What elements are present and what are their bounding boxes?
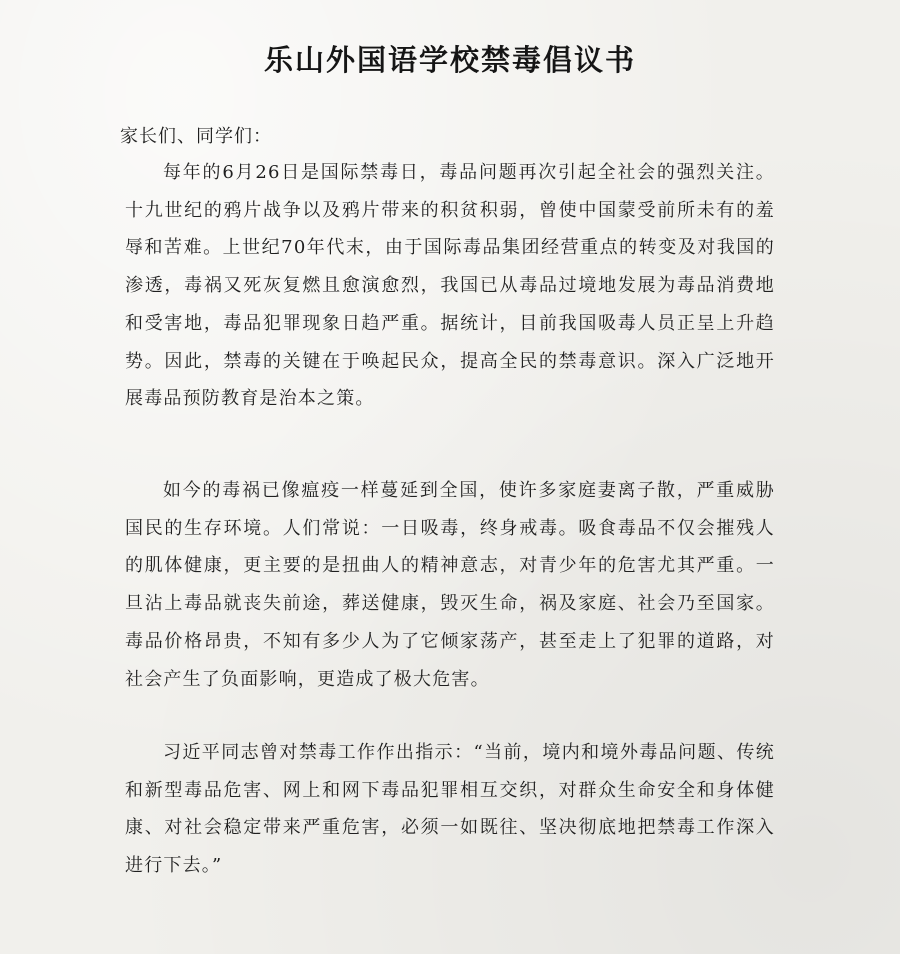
paragraph-1: 每年的6月26日是国际禁毒日，毒品问题再次引起全社会的强烈关注。十九世纪的鸦片战争以及鸦片带来的积贫积弱，曾使中国蒙受前所未有的羞辱和苦难。上世纪70年代末，由于国际毒品集团经营重点的转变及对我国的渗透，毒祸又死灰复燃且愈演愈烈，我国已从毒品过境地发展为毒品消费地和受害地，毒品犯罪现象日趋严重。据统计，目前我国吸毒人员正呈上升趋势。因此，禁毒的关键在于唤起民众，提高全民的禁毒意识。深入广泛地开展毒品预防教育是治本之策。	[125, 162, 775, 410]
paragraph-3: 习近平同志曾对禁毒工作作出指示：“当前，境内和境外毒品问题、传统和新型毒品危害、网上和网下毒品犯罪相互交织，对群众生命安全和身体健康、对社会稳定带来严重危害，必须一如既往、坚决彻底地把禁毒工作深入进行下去。”	[125, 742, 775, 877]
document-title: 乐山外国语学校禁毒倡议书	[263, 43, 636, 77]
greeting-line: 家长们、同学们：	[120, 126, 272, 147]
paragraph-2: 如今的毒祸已像瘟疫一样蔓延到全国，使许多家庭妻离子散，严重威胁国民的生存环境。人们常说：一日吸毒，终身戒毒。吸食毒品不仅会摧残人的肌体健康，更主要的是扭曲人的精神意志，对青少年的危害尤其严重。一旦沾上毒品就丧失前途，葬送健康，毁灭生命，祸及家庭、社会乃至国家。毒品价格昂贵，不知有多少人为了它倾家荡产，甚至走上了犯罪的道路，对社会产生了负面影响，更造成了极大危害。	[125, 480, 775, 690]
